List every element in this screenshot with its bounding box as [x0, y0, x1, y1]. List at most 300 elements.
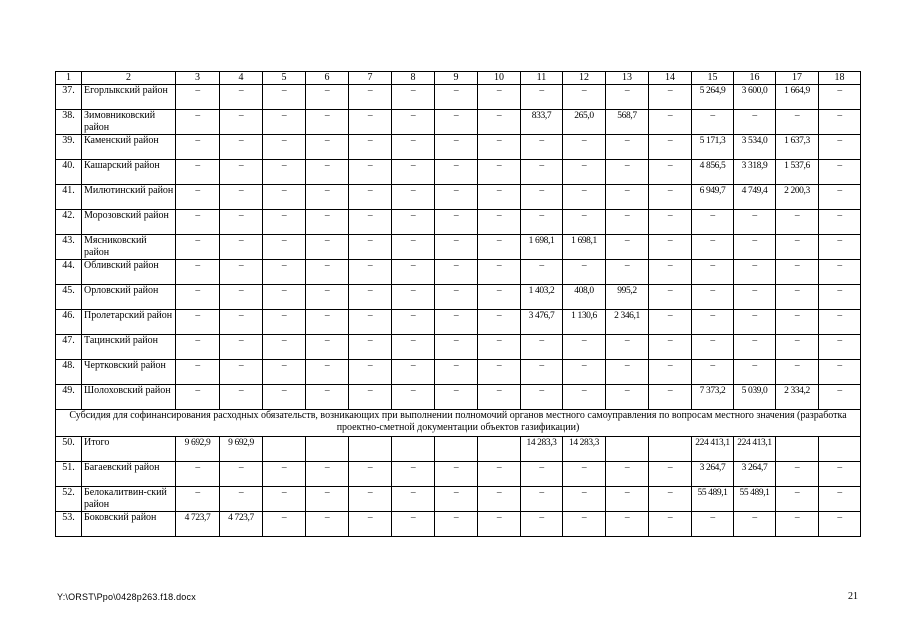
value-cell: – — [349, 110, 392, 135]
column-number-cell: 12 — [563, 72, 606, 85]
value-cell: – — [478, 512, 521, 537]
value-cell: – — [478, 335, 521, 360]
value-cell: – — [606, 487, 649, 512]
table-row — [56, 385, 861, 410]
value-cell: – — [776, 260, 819, 285]
value-cell: 1 403,2 — [521, 285, 563, 310]
value-cell: – — [521, 185, 563, 210]
value-cell: 7 373,2 — [692, 385, 734, 410]
value-cell — [435, 437, 478, 462]
value-cell: – — [649, 360, 692, 385]
value-cell: – — [649, 160, 692, 185]
column-number-cell: 5 — [263, 72, 306, 85]
value-cell: – — [563, 512, 606, 537]
value-cell: – — [392, 512, 435, 537]
value-cell: – — [734, 512, 776, 537]
table-row — [56, 360, 861, 385]
table-row — [56, 235, 861, 260]
value-cell: – — [176, 110, 220, 135]
value-cell: – — [819, 285, 861, 310]
row-number-cell: 39. — [56, 135, 82, 160]
table-row — [56, 335, 861, 360]
value-cell: 4 723,7 — [176, 512, 220, 537]
value-cell: – — [306, 335, 349, 360]
value-cell: – — [521, 160, 563, 185]
value-cell: 55 489,1 — [734, 487, 776, 512]
column-number-cell: 7 — [349, 72, 392, 85]
value-cell: – — [220, 185, 263, 210]
value-cell: – — [435, 160, 478, 185]
value-cell: – — [176, 335, 220, 360]
value-cell: – — [819, 260, 861, 285]
value-cell: 9 692,9 — [176, 437, 220, 462]
value-cell: – — [392, 160, 435, 185]
district-name-cell: Чертковский район — [82, 360, 176, 385]
value-cell: – — [435, 385, 478, 410]
value-cell: – — [263, 360, 306, 385]
value-cell: 5 264,9 — [692, 85, 734, 110]
table-row — [56, 285, 861, 310]
value-cell: 3 318,9 — [734, 160, 776, 185]
value-cell: – — [478, 385, 521, 410]
value-cell: – — [349, 160, 392, 185]
value-cell: – — [649, 462, 692, 487]
value-cell: – — [220, 110, 263, 135]
value-cell: – — [349, 185, 392, 210]
value-cell: – — [819, 462, 861, 487]
value-cell: – — [776, 285, 819, 310]
value-cell: – — [521, 85, 563, 110]
column-number-cell: 16 — [734, 72, 776, 85]
value-cell: – — [649, 235, 692, 260]
value-cell — [306, 437, 349, 462]
value-cell: – — [606, 512, 649, 537]
row-number-cell: 48. — [56, 360, 82, 385]
value-cell: – — [734, 110, 776, 135]
value-cell: – — [306, 360, 349, 385]
column-number-cell: 18 — [819, 72, 861, 85]
value-cell: – — [220, 285, 263, 310]
value-cell: – — [306, 135, 349, 160]
value-cell: – — [563, 85, 606, 110]
row-number-cell: 51. — [56, 462, 82, 487]
value-cell: – — [306, 210, 349, 235]
row-number-cell: 37. — [56, 85, 82, 110]
value-cell: – — [478, 160, 521, 185]
value-cell: – — [563, 360, 606, 385]
value-cell: – — [649, 487, 692, 512]
value-cell: – — [606, 160, 649, 185]
column-number-cell: 6 — [306, 72, 349, 85]
value-cell: – — [220, 385, 263, 410]
value-cell: – — [349, 210, 392, 235]
value-cell: – — [692, 210, 734, 235]
value-cell: – — [220, 360, 263, 385]
table-row — [56, 160, 861, 185]
value-cell: – — [392, 110, 435, 135]
value-cell: – — [649, 310, 692, 335]
column-number-cell: 13 — [606, 72, 649, 85]
row-number-cell: 40. — [56, 160, 82, 185]
value-cell — [606, 437, 649, 462]
value-cell: – — [521, 487, 563, 512]
table-row — [56, 512, 861, 537]
value-cell: – — [176, 185, 220, 210]
district-name-cell: Орловский район — [82, 285, 176, 310]
value-cell: – — [263, 110, 306, 135]
column-number-cell: 10 — [478, 72, 521, 85]
value-cell: 1 664,9 — [776, 85, 819, 110]
value-cell: – — [776, 487, 819, 512]
table-row — [56, 260, 861, 285]
document-file-path: Y:\ORST\Ppo\0428p263.f18.docx — [57, 592, 196, 602]
value-cell: – — [435, 185, 478, 210]
value-cell: – — [349, 512, 392, 537]
value-cell: – — [649, 260, 692, 285]
value-cell: – — [521, 260, 563, 285]
value-cell: – — [220, 210, 263, 235]
value-cell: 5 039,0 — [734, 385, 776, 410]
value-cell: – — [176, 360, 220, 385]
value-cell: – — [176, 85, 220, 110]
value-cell: – — [563, 335, 606, 360]
value-cell: – — [819, 487, 861, 512]
column-number-cell: 2 — [82, 72, 176, 85]
district-name-cell: Милютинский район — [82, 185, 176, 210]
value-cell: – — [649, 110, 692, 135]
row-number-cell: 42. — [56, 210, 82, 235]
value-cell: – — [521, 462, 563, 487]
value-cell: – — [392, 285, 435, 310]
value-cell: – — [220, 160, 263, 185]
value-cell: – — [692, 260, 734, 285]
value-cell: – — [649, 285, 692, 310]
value-cell: – — [435, 135, 478, 160]
value-cell: – — [349, 487, 392, 512]
value-cell: – — [435, 462, 478, 487]
value-cell: – — [263, 260, 306, 285]
value-cell: – — [521, 135, 563, 160]
section-heading-row — [56, 410, 861, 437]
table-row — [56, 210, 861, 235]
value-cell: – — [176, 310, 220, 335]
value-cell — [819, 437, 861, 462]
value-cell: – — [176, 260, 220, 285]
column-number-cell: 9 — [435, 72, 478, 85]
value-cell: – — [692, 360, 734, 385]
value-cell: 568,7 — [606, 110, 649, 135]
value-cell: – — [478, 360, 521, 385]
value-cell: – — [176, 160, 220, 185]
value-cell: – — [176, 235, 220, 260]
value-cell: 2 346,1 — [606, 310, 649, 335]
value-cell: – — [263, 185, 306, 210]
district-name-cell: Итого — [82, 437, 176, 462]
value-cell: – — [478, 110, 521, 135]
value-cell: 4 749,4 — [734, 185, 776, 210]
value-cell — [649, 437, 692, 462]
value-cell: 4 723,7 — [220, 512, 263, 537]
value-cell: – — [776, 210, 819, 235]
value-cell: – — [349, 360, 392, 385]
row-number-cell: 47. — [56, 335, 82, 360]
value-cell: – — [435, 512, 478, 537]
value-cell: – — [220, 487, 263, 512]
value-cell: – — [392, 487, 435, 512]
district-name-cell: Мясниковский район — [82, 235, 176, 260]
district-name-cell: Шолоховский район — [82, 385, 176, 410]
value-cell: 2 334,2 — [776, 385, 819, 410]
value-cell: – — [220, 235, 263, 260]
value-cell: – — [435, 335, 478, 360]
row-number-cell: 45. — [56, 285, 82, 310]
value-cell: – — [478, 135, 521, 160]
value-cell: – — [392, 135, 435, 160]
value-cell: – — [435, 85, 478, 110]
row-number-cell: 46. — [56, 310, 82, 335]
value-cell: – — [435, 210, 478, 235]
value-cell: – — [776, 310, 819, 335]
value-cell: – — [392, 235, 435, 260]
value-cell: – — [478, 235, 521, 260]
row-number-cell: 52. — [56, 487, 82, 512]
value-cell: – — [521, 385, 563, 410]
value-cell: – — [606, 235, 649, 260]
value-cell: – — [692, 285, 734, 310]
row-number-cell: 49. — [56, 385, 82, 410]
value-cell: – — [819, 135, 861, 160]
value-cell: – — [734, 360, 776, 385]
value-cell — [263, 437, 306, 462]
value-cell: – — [478, 487, 521, 512]
table-row — [56, 487, 861, 512]
table-row — [56, 437, 861, 462]
value-cell: – — [819, 335, 861, 360]
value-cell: – — [306, 110, 349, 135]
value-cell: 265,0 — [563, 110, 606, 135]
district-name-cell: Боковский район — [82, 512, 176, 537]
value-cell: – — [306, 462, 349, 487]
value-cell: – — [176, 462, 220, 487]
value-cell: – — [606, 385, 649, 410]
value-cell: – — [606, 135, 649, 160]
value-cell: – — [349, 285, 392, 310]
value-cell: 1 537,6 — [776, 160, 819, 185]
value-cell: – — [606, 360, 649, 385]
value-cell: – — [263, 210, 306, 235]
value-cell: 5 171,3 — [692, 135, 734, 160]
value-cell: – — [176, 487, 220, 512]
value-cell: – — [306, 285, 349, 310]
value-cell: – — [606, 210, 649, 235]
value-cell: – — [606, 85, 649, 110]
value-cell: – — [263, 335, 306, 360]
value-cell: 2 200,3 — [776, 185, 819, 210]
district-name-cell: Кашарский район — [82, 160, 176, 185]
value-cell: 408,0 — [563, 285, 606, 310]
value-cell — [349, 437, 392, 462]
value-cell — [478, 437, 521, 462]
value-cell: – — [563, 135, 606, 160]
value-cell: – — [776, 235, 819, 260]
value-cell: – — [819, 360, 861, 385]
value-cell: – — [734, 260, 776, 285]
column-number-cell: 15 — [692, 72, 734, 85]
value-cell: – — [478, 462, 521, 487]
value-cell: – — [819, 512, 861, 537]
value-cell: – — [435, 235, 478, 260]
table-row — [56, 85, 861, 110]
value-cell: – — [649, 135, 692, 160]
value-cell: – — [734, 335, 776, 360]
value-cell: – — [563, 260, 606, 285]
value-cell: – — [649, 512, 692, 537]
value-cell: – — [776, 335, 819, 360]
row-number-cell: 53. — [56, 512, 82, 537]
table-row — [56, 462, 861, 487]
value-cell: – — [692, 335, 734, 360]
value-cell: 14 283,3 — [521, 437, 563, 462]
value-cell: – — [220, 462, 263, 487]
value-cell: – — [734, 285, 776, 310]
value-cell: – — [819, 160, 861, 185]
value-cell: – — [649, 185, 692, 210]
value-cell: – — [220, 310, 263, 335]
value-cell: – — [220, 85, 263, 110]
column-number-cell: 1 — [56, 72, 82, 85]
value-cell — [776, 437, 819, 462]
table-row — [56, 310, 861, 335]
value-cell: 1 698,1 — [521, 235, 563, 260]
column-number-cell: 4 — [220, 72, 263, 85]
value-cell: – — [349, 385, 392, 410]
value-cell: – — [263, 512, 306, 537]
value-cell: 1 698,1 — [563, 235, 606, 260]
value-cell: – — [776, 110, 819, 135]
value-cell: – — [692, 512, 734, 537]
value-cell: – — [435, 487, 478, 512]
value-cell: – — [220, 335, 263, 360]
value-cell: – — [263, 285, 306, 310]
value-cell: 224 413,1 — [692, 437, 734, 462]
value-cell: – — [306, 260, 349, 285]
section-heading: Субсидия для софинансирования расходных обязательств, возникающих при выполнении полномочий органов местного самоуправления по вопросам местного значения (разработка проектно-сметной документации объектов газификации) — [56, 410, 861, 437]
value-cell: – — [435, 360, 478, 385]
value-cell: 6 949,7 — [692, 185, 734, 210]
value-cell: – — [263, 85, 306, 110]
column-number-cell: 11 — [521, 72, 563, 85]
value-cell: – — [220, 260, 263, 285]
value-cell: 14 283,3 — [563, 437, 606, 462]
row-number-cell: 38. — [56, 110, 82, 135]
value-cell: – — [306, 235, 349, 260]
value-cell: – — [306, 512, 349, 537]
district-name-cell: Белокалитвин-ский район — [82, 487, 176, 512]
value-cell: – — [734, 210, 776, 235]
value-cell: – — [776, 360, 819, 385]
value-cell: – — [521, 210, 563, 235]
value-cell: – — [819, 310, 861, 335]
value-cell: – — [563, 160, 606, 185]
value-cell: 3 264,7 — [734, 462, 776, 487]
row-number-cell: 41. — [56, 185, 82, 210]
column-number-row — [56, 72, 861, 85]
value-cell: – — [176, 210, 220, 235]
value-cell: – — [521, 335, 563, 360]
value-cell: – — [563, 210, 606, 235]
row-number-cell: 50. — [56, 437, 82, 462]
value-cell: – — [478, 260, 521, 285]
value-cell: – — [263, 462, 306, 487]
value-cell: – — [776, 462, 819, 487]
value-cell: – — [392, 185, 435, 210]
value-cell: – — [521, 360, 563, 385]
page-number: 21 — [848, 591, 858, 602]
value-cell — [392, 437, 435, 462]
value-cell: – — [819, 110, 861, 135]
value-cell: – — [649, 85, 692, 110]
value-cell: – — [349, 462, 392, 487]
row-number-cell: 43. — [56, 235, 82, 260]
value-cell: – — [392, 360, 435, 385]
value-cell: – — [306, 487, 349, 512]
value-cell: 3 264,7 — [692, 462, 734, 487]
table-body — [56, 72, 861, 537]
district-name-cell: Морозовский район — [82, 210, 176, 235]
value-cell: – — [734, 310, 776, 335]
value-cell: – — [649, 385, 692, 410]
value-cell: – — [392, 260, 435, 285]
value-cell: – — [392, 335, 435, 360]
value-cell: – — [435, 310, 478, 335]
value-cell: 4 856,5 — [692, 160, 734, 185]
value-cell: 3 476,7 — [521, 310, 563, 335]
column-number-cell: 3 — [176, 72, 220, 85]
value-cell: – — [478, 285, 521, 310]
value-cell: – — [176, 385, 220, 410]
value-cell: – — [819, 235, 861, 260]
value-cell: – — [435, 260, 478, 285]
value-cell: – — [606, 462, 649, 487]
value-cell: – — [563, 487, 606, 512]
value-cell: 3 600,0 — [734, 85, 776, 110]
value-cell: 1 637,3 — [776, 135, 819, 160]
value-cell: – — [563, 185, 606, 210]
value-cell: – — [306, 310, 349, 335]
value-cell: – — [349, 260, 392, 285]
value-cell: – — [306, 160, 349, 185]
value-cell: – — [349, 135, 392, 160]
value-cell: – — [263, 310, 306, 335]
value-cell: – — [692, 235, 734, 260]
value-cell: – — [521, 512, 563, 537]
value-cell: – — [306, 385, 349, 410]
value-cell: – — [478, 310, 521, 335]
district-name-cell: Зимовниковский район — [82, 110, 176, 135]
district-name-cell: Тацинский район — [82, 335, 176, 360]
table-row — [56, 185, 861, 210]
district-name-cell: Багаевский район — [82, 462, 176, 487]
value-cell: – — [263, 235, 306, 260]
value-cell: – — [349, 310, 392, 335]
value-cell: 833,7 — [521, 110, 563, 135]
value-cell: 55 489,1 — [692, 487, 734, 512]
value-cell: – — [563, 385, 606, 410]
value-cell: – — [819, 85, 861, 110]
value-cell: – — [176, 285, 220, 310]
value-cell: – — [478, 210, 521, 235]
row-number-cell: 44. — [56, 260, 82, 285]
